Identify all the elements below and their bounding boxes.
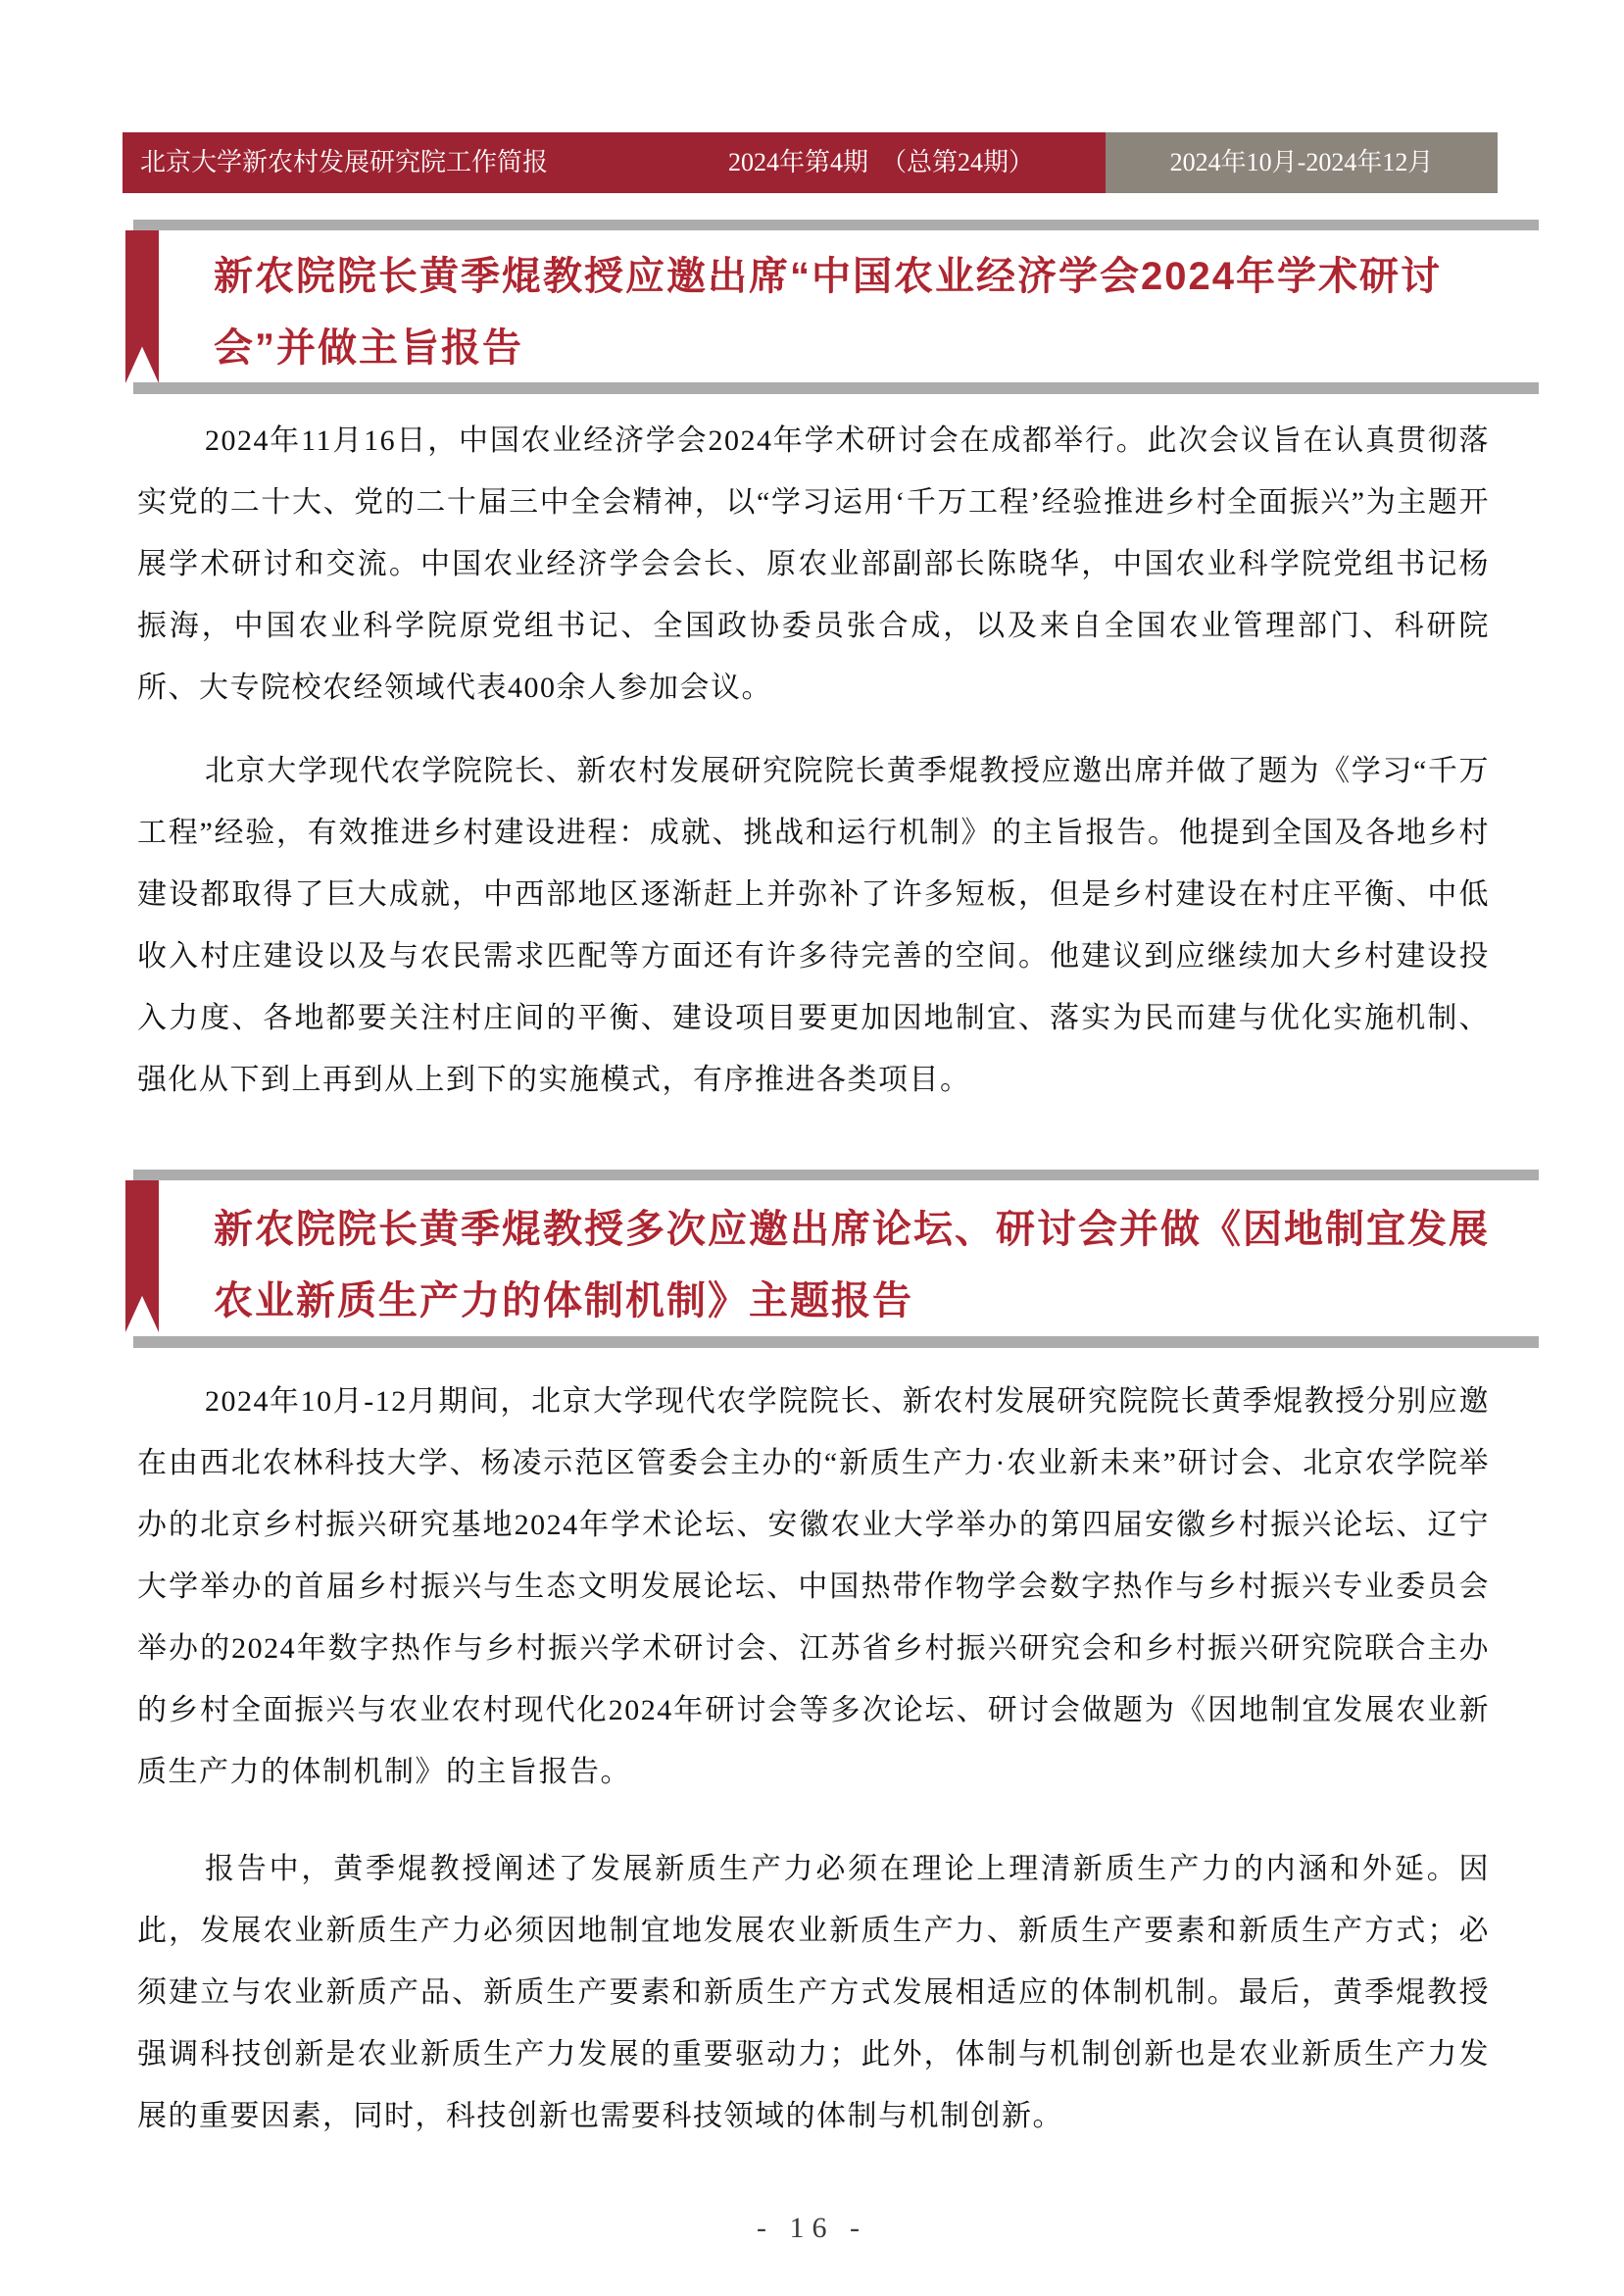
section-2-top-rule xyxy=(133,1170,1539,1180)
section-2-paragraph-2: 报告中，黄季焜教授阐述了发展新质生产力必须在理论上理清新质生产力的内涵和外延。因此，发展农业新质生产力必须因地制宜地发展农业新质生产力、新质生产要素和新质生产方式；必须建立与农业新质产品、新质生产要素和新质生产方式发展相适应的体制机制。最后，黄季焜教授强调科技创新是农业新质生产力发展的重要驱动力；此外，体制与机制创新也是农业新质生产力发展的重要因素，同时，科技创新也需要科技领域的体制与机制创新。 xyxy=(137,1853,1490,2132)
section-1-bottom-rule xyxy=(133,382,1539,394)
section-1-paragraph-1: 2024年11月16日，中国农业经济学会2024年学术研讨会在成都举行。此次会议旨在认真贯彻落实党的二十大、党的二十届三中全会精神，以“学习运用‘千万工程’经验推进乡村全面振兴”为主题开展学术研讨和交流。中国农业经济学会会长、原农业部副部长陈晓华，中国农业科学院党组书记杨振海，中国农业科学院原党组书记、全国政协委员张合成，以及来自全国农业管理部门、科研院所、大专院校农经领域代表400余人参加会议。 xyxy=(137,424,1490,704)
section-2-paragraph-1: 2024年10月-12月期间，北京大学现代农学院院长、新农村发展研究院院长黄季焜教授分别应邀在由西北农林科技大学、杨凌示范区管委会主办的“新质生产力·农业新未来”研讨会、北京农学院举办的北京乡村振兴研究基地2024年学术论坛、安徽农业大学举办的第四届安徽乡村振兴论坛、辽宁大学举办的首届乡村振兴与生态文明发展论坛、中国热带作物学会数字热作与乡村振兴专业委员会举办的2024年数字热作与乡村振兴学术研讨会、江苏省乡村振兴研究会和乡村振兴研究院联合主办的乡村全面振兴与农业农村现代化2024年研讨会等多次论坛、研讨会做题为《因地制宜发展农业新质生产力的体制机制》的主旨报告。 xyxy=(137,1385,1490,1788)
section-1-top-rule xyxy=(133,220,1539,230)
section-2-bookmark-ribbon xyxy=(125,1180,159,1332)
issue-number: 2024年第4期 （总第24期） xyxy=(728,148,1035,176)
section-2-heading: 新农院院长黄季焜教授多次应邀出席论坛、研讨会并做《因地制宜发展农业新质生产力的体制机制》主题报告 xyxy=(214,1208,1490,1323)
header-gray-band xyxy=(1106,132,1498,193)
period-label: 2024年10月-2024年12月 xyxy=(1169,148,1434,176)
page-header xyxy=(123,132,1498,193)
section-1-paragraph-2: 北京大学现代农学院院长、新农村发展研究院院长黄季焜教授应邀出席并做了题为《学习“千万工程”经验，有效推进乡村建设进程：成就、挑战和运行机制》的主旨报告。他提到全国及各地乡村建设都取得了巨大成就，中西部地区逐渐赶上并弥补了许多短板，但是乡村建设在村庄平衡、中低收入村庄建设以及与农民需求匹配等方面还有许多待完善的空间。他建议到应继续加大乡村建设投入力度、各地都要关注村庄间的平衡、建设项目要更加因地制宜、落实为民而建与优化实施机制、强化从下到上再到从上到下的实施模式，有序推进各类项目。 xyxy=(137,755,1490,1096)
header-red-band xyxy=(123,132,1106,193)
newsletter-title: 北京大学新农村发展研究院工作简报 xyxy=(140,148,549,176)
section-1-bookmark-ribbon xyxy=(125,230,159,383)
page-number: - 16 - xyxy=(757,2212,867,2244)
section-1-heading: 新农院院长黄季焜教授应邀出席“中国农业经济学会2024年学术研讨会”并做主旨报告 xyxy=(214,255,1442,370)
section-2-bottom-rule xyxy=(133,1336,1539,1348)
page-footer xyxy=(0,2212,1624,2245)
